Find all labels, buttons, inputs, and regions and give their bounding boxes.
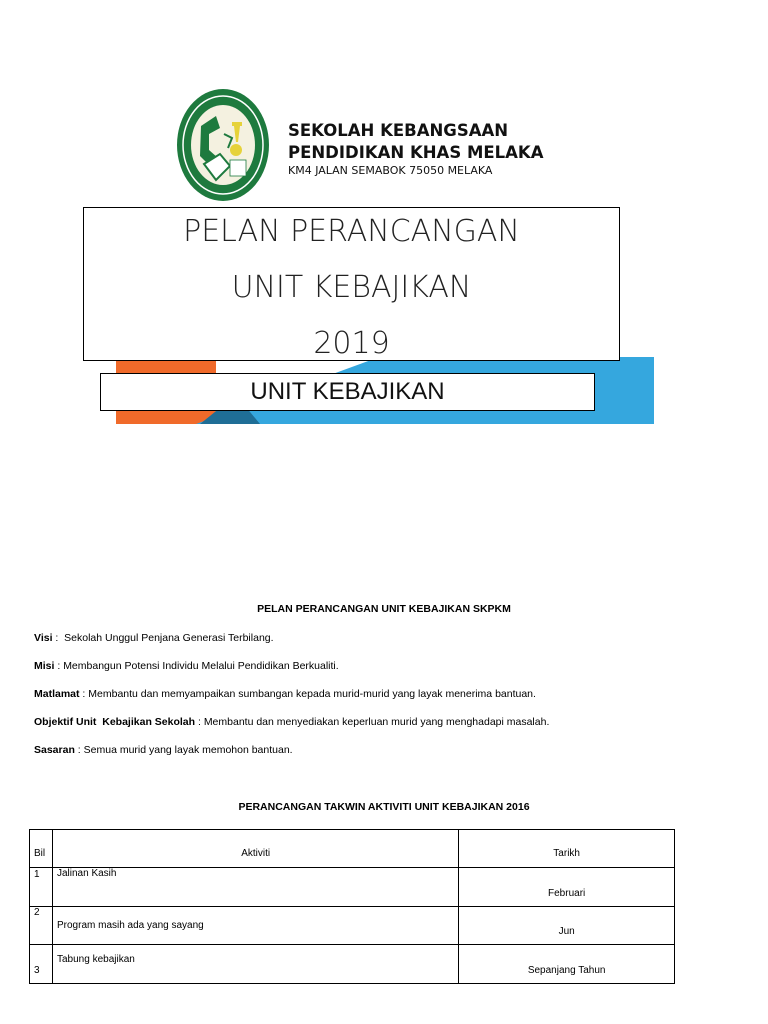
- row-aktiviti: Tabung kebajikan: [52, 945, 458, 984]
- plan-matlamat-text: Membantu dan memyampaikan sumbangan kepada murid-murid yang layak menerima bantuan.: [88, 688, 536, 700]
- plan-matlamat: [34, 688, 536, 700]
- plan-objektif: [34, 716, 549, 728]
- row-tarikh: Sepanjang Tahun: [459, 945, 675, 984]
- school-logo: [176, 88, 270, 202]
- plan-misi: [34, 660, 339, 672]
- plan-heading: PELAN PERANCANGAN UNIT KEBAJIKAN SKPKM: [257, 603, 511, 615]
- plan-misi-text: Membangun Potensi Individu Melalui Pendidikan Berkualiti.: [63, 660, 339, 672]
- plan-visi-sep: :: [52, 632, 65, 644]
- plan-misi-label: Misi: [34, 660, 55, 672]
- title-box: [83, 207, 620, 361]
- school-name: [288, 120, 543, 164]
- title-line-1: PELAN PERANCANGAN: [183, 214, 520, 249]
- row-bil: 3: [30, 945, 53, 984]
- table-row: [30, 906, 675, 945]
- plan-objektif-label: Objektif Unit Kebajikan Sekolah: [34, 716, 196, 728]
- title-year: 2019: [313, 326, 390, 361]
- plan-matlamat-label: Matlamat: [34, 688, 80, 700]
- row-aktiviti: Program masih ada yang sayang: [52, 906, 458, 945]
- school-address: KM4 JALAN SEMABOK 75050 MELAKA: [288, 164, 493, 177]
- plan-objektif-sep: :: [195, 716, 204, 728]
- plan-objektif-text: Membantu dan menyediakan keperluan murid yang menghadapi masalah.: [203, 716, 550, 728]
- plan-sasaran: [34, 744, 293, 756]
- activity-table: [29, 829, 675, 984]
- table-row: [30, 868, 675, 907]
- table-header-row: [30, 830, 675, 868]
- plan-misi-sep: :: [54, 660, 64, 672]
- title-line-2: UNIT KEBAJIKAN: [231, 270, 472, 305]
- plan-sasaran-label: Sasaran: [34, 744, 75, 756]
- row-bil: 2: [30, 906, 53, 945]
- column-header-aktiviti: Aktiviti: [52, 830, 458, 868]
- row-bil: 1: [30, 868, 53, 907]
- column-header-bil: Bil: [30, 830, 53, 868]
- school-name-line2: PENDIDIKAN KHAS MELAKA: [288, 143, 544, 162]
- row-tarikh: Februari: [459, 868, 675, 907]
- plan-sasaran-sep: :: [74, 744, 84, 756]
- plan-visi-text: Sekolah Unggul Penjana Generasi Terbilang.: [64, 632, 274, 644]
- row-tarikh: Jun: [459, 906, 675, 945]
- row-aktiviti: Jalinan Kasih: [52, 868, 458, 907]
- plan-sasaran-text: Semua murid yang layak memohon bantuan.: [83, 744, 293, 756]
- column-header-tarikh: Tarikh: [459, 830, 675, 868]
- subtitle-box: [100, 373, 595, 411]
- plan-visi: [34, 632, 274, 644]
- plan-visi-label: Visi: [34, 632, 53, 644]
- calendar-heading: PERANCANGAN TAKWIN AKTIVITI UNIT KEBAJIKAN 2016: [238, 801, 530, 813]
- school-name-line1: SEKOLAH KEBANGSAAN: [288, 121, 509, 140]
- table-row: [30, 945, 675, 984]
- plan-matlamat-sep: :: [79, 688, 89, 700]
- subtitle-text: UNIT KEBAJIKAN: [250, 378, 445, 405]
